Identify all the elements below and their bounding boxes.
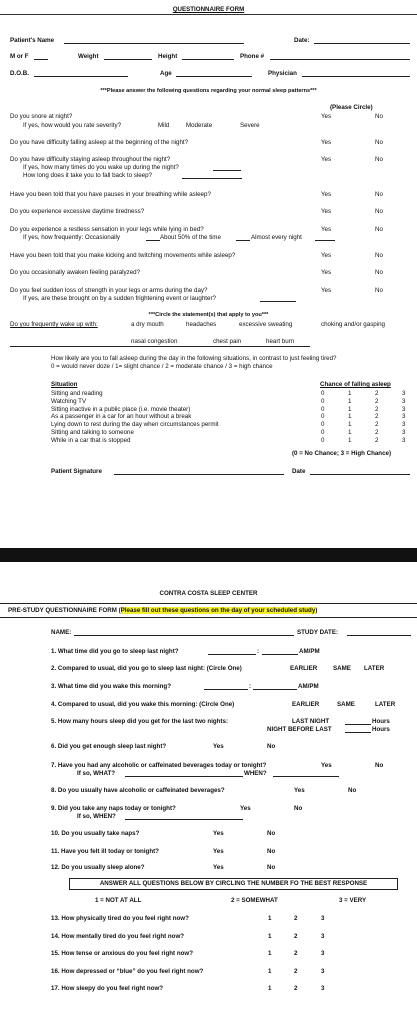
chance-option-1[interactable]: 1 [348, 390, 352, 397]
situation-label: Lying down to rest during the day when circumstances permit [51, 421, 219, 429]
q2-compared-sleep: 2. Compared to usual, did you go to sleep last night: (Circle One) [51, 665, 242, 672]
chance-option-0[interactable]: 0 [321, 421, 325, 429]
chance-option-1[interactable]: 1 [348, 436, 352, 444]
chance-option-2[interactable]: 2 [375, 429, 379, 436]
option-same[interactable]: SAME [337, 701, 355, 708]
wake-up-question: Do you frequently wake up with: [10, 321, 98, 328]
situation-label: Sitting inactive in a public place (i.e. movie theater) [51, 405, 191, 413]
question-kicking: Have you been told that you make kicking and twitching movements while asleep? [10, 252, 236, 259]
please-circle-label: (Please Circle) [330, 104, 373, 111]
no-option[interactable]: No [267, 830, 276, 837]
rating-option-3[interactable]: 3 [321, 932, 325, 940]
q5-hours-sleep: 5. How many hours sleep did you get for the last two nights: [51, 718, 229, 725]
epworth-intro: How likely are you to fall asleep during the day in the following situations, in contrast to just feeling tired? [51, 355, 337, 362]
night-before-hours-field[interactable] [345, 732, 371, 733]
chance-option-0[interactable]: 0 [321, 436, 325, 444]
no-option[interactable]: No [375, 269, 383, 276]
divider [10, 346, 310, 347]
sleep-hour-field[interactable] [208, 654, 256, 655]
option-sweating[interactable]: excessive sweating [239, 321, 293, 328]
chance-option-3[interactable]: 3 [402, 405, 406, 413]
question-breathing-pauses: Have you been told that you have pauses in your breathing while asleep? [10, 191, 211, 198]
frequency-every-night[interactable]: Almost every night [251, 234, 302, 241]
phone-field[interactable] [270, 59, 410, 60]
yes-option[interactable]: Yes [321, 252, 332, 259]
chance-option-2[interactable]: 2 [375, 436, 379, 444]
option-choking[interactable]: choking and/or gasping [321, 321, 385, 328]
situation-label: Watching TV [51, 397, 87, 405]
no-option[interactable]: No [348, 787, 357, 794]
age-label: Age [160, 70, 172, 77]
rated-question-16: 16. How depressed or “blue” do you feel right now? [51, 967, 204, 975]
rating-option-2[interactable]: 2 [294, 915, 298, 922]
time-colon: : [257, 648, 260, 655]
option-earlier[interactable]: EARLIER [292, 701, 320, 708]
chance-option-2[interactable]: 2 [375, 390, 379, 397]
question-staying-asleep: Do you have difficulty staying asleep throughout the night? [10, 156, 171, 163]
chance-option-3[interactable]: 3 [402, 429, 406, 436]
night-before-label: NIGHT BEFORE LAST [267, 726, 332, 733]
height-field[interactable] [182, 59, 234, 60]
sleep-minute-field[interactable] [262, 654, 298, 655]
yes-option[interactable]: Yes [240, 805, 251, 812]
wake-times-question: If yes, how many times do you wake up during the night? [23, 164, 179, 171]
date-label: Date: [294, 37, 310, 44]
severity-severe[interactable]: Severe [240, 122, 260, 129]
situation-label: Sitting and reading [51, 390, 103, 397]
chance-note: (0 = No Chance; 3 = High Chance) [292, 450, 392, 457]
no-option[interactable]: No [375, 139, 383, 146]
name-label: NAME: [51, 629, 72, 636]
no-option[interactable]: No [294, 805, 303, 812]
signature-field[interactable] [114, 474, 284, 475]
form-instruction-highlight: Please fill out these questions on the day of your scheduled study [120, 607, 316, 614]
no-option[interactable]: No [375, 762, 384, 769]
rating-option-1[interactable]: 1 [268, 932, 272, 940]
chance-option-1[interactable]: 1 [348, 421, 352, 429]
no-option[interactable]: No [267, 848, 276, 855]
severity-mild[interactable]: Mild [158, 122, 170, 129]
yes-option[interactable]: Yes [321, 156, 332, 163]
q11-felt-ill: 11. Have you felt ill today or tonight? [51, 848, 159, 855]
chance-option-1[interactable]: 1 [348, 429, 352, 436]
no-option[interactable]: No [375, 287, 383, 294]
study-date-field[interactable] [347, 635, 411, 636]
chance-option-3[interactable]: 3 [402, 413, 406, 421]
sleep-center-name: CONTRA COSTA SLEEP CENTER [159, 590, 258, 597]
q7-beverages-today: 7. Have you had any alcoholic or caffeinated beverages today or tonight? [51, 762, 267, 769]
nap-when-field[interactable] [125, 819, 243, 820]
strength-trigger-field[interactable] [260, 301, 296, 302]
no-option[interactable]: No [375, 191, 383, 198]
last-night-hours-field[interactable] [345, 724, 371, 725]
chance-option-1[interactable]: 1 [348, 413, 352, 421]
name-field[interactable] [74, 635, 294, 636]
weight-label: Weight [78, 53, 99, 60]
hours-label: Hours [372, 726, 390, 733]
yes-option[interactable]: Yes [321, 113, 332, 120]
chance-option-0[interactable]: 0 [321, 429, 325, 436]
yes-option[interactable]: Yes [213, 743, 224, 750]
situation-label: While in a car that is stopped [51, 436, 131, 444]
half-blank[interactable] [236, 240, 250, 241]
chance-option-2[interactable]: 2 [375, 413, 379, 421]
chance-option-2[interactable]: 2 [375, 421, 379, 429]
last-night-label: LAST NIGHT [292, 718, 330, 725]
strength-trigger-question: If yes, are these brought on by a sudden frightening event or laughter? [23, 295, 216, 302]
q9-naps-today: 9. Did you take any naps today or tonight? [51, 805, 176, 812]
every-night-blank[interactable] [315, 240, 335, 241]
scale-very: 3 = VERY [339, 897, 367, 904]
chance-option-0[interactable]: 0 [321, 413, 325, 421]
sex-label: M or F [10, 53, 29, 60]
yes-option[interactable]: Yes [321, 139, 332, 146]
severity-moderate[interactable]: Moderate [186, 122, 213, 129]
yes-option[interactable]: Yes [321, 762, 332, 769]
q8-usual-beverages: 8. Do you usually have alcoholic or caffeinated beverages? [51, 787, 225, 794]
page-title: QUESTIONNAIRE FORM [172, 6, 245, 13]
scale-not-at-all: 1 = NOT AT ALL [95, 897, 142, 904]
study-date-label: STUDY DATE: [297, 629, 339, 636]
divider [0, 603, 417, 604]
date-field[interactable] [314, 43, 410, 44]
physician-field[interactable] [302, 76, 410, 77]
wake-minute-field[interactable] [253, 689, 297, 690]
option-heart-burn[interactable]: heart burn [266, 338, 295, 345]
option-later[interactable]: LATER [375, 701, 396, 708]
instruction-box [69, 878, 398, 890]
dob-field[interactable] [34, 76, 128, 77]
option-nasal-congestion[interactable]: nasal congestion [131, 338, 178, 345]
nap-when-label: If so, WHEN? [77, 813, 116, 820]
q3-wake-time: 3. What time did you wake this morning? [51, 683, 171, 690]
height-label: Height [158, 53, 178, 60]
rating-option-3[interactable]: 3 [321, 950, 325, 957]
what-label: If so, WHAT? [77, 770, 116, 777]
restless-frequency-question: If yes, how frequently: Occasionally [23, 234, 120, 241]
rated-question-14: 14. How mentally tired do you feel right now? [51, 932, 185, 940]
situation-header: Situation [51, 381, 78, 388]
situation-label: As a passenger in a car for an hour without a break [51, 413, 192, 421]
rated-question-13: 13. How physically tired do you feel right now? [51, 915, 189, 922]
yes-option[interactable]: Yes [321, 226, 332, 233]
chance-option-1[interactable]: 1 [348, 397, 352, 405]
patients-name-label: Patient's Name [10, 37, 55, 44]
no-option[interactable]: No [375, 156, 383, 163]
occasionally-blank[interactable] [146, 240, 160, 241]
rating-option-3[interactable]: 3 [321, 967, 325, 975]
chance-option-1[interactable]: 1 [348, 405, 352, 413]
chance-option-3[interactable]: 3 [402, 390, 406, 397]
no-option[interactable]: No [267, 743, 276, 750]
chance-option-3[interactable]: 3 [402, 397, 406, 405]
fall-back-question: How long does it take you to fall back to sleep? [23, 172, 152, 179]
hours-label: Hours [372, 718, 390, 725]
what-field[interactable] [125, 776, 243, 777]
chance-option-2[interactable]: 2 [375, 397, 379, 405]
rated-question-15: 15. How tense or anxious do you feel right now? [51, 950, 193, 957]
no-option[interactable]: No [267, 864, 276, 871]
option-earlier[interactable]: EARLIER [290, 665, 318, 672]
yes-option[interactable]: Yes [213, 864, 224, 871]
no-option[interactable]: No [375, 208, 383, 215]
when-label: WHEN? [244, 770, 267, 777]
pre-study-page [0, 562, 417, 1024]
signature-date-field[interactable] [310, 474, 410, 475]
q4-compared-wake: 4. Compared to usual, did you wake this morning: (Circle One) [51, 701, 235, 708]
option-chest-pain[interactable]: chest pain [213, 338, 242, 345]
signature-date-label: Date [292, 468, 306, 475]
divider [0, 14, 417, 15]
chance-option-0[interactable]: 0 [321, 390, 325, 397]
option-same[interactable]: SAME [333, 665, 351, 672]
question-paralyzed: Do you occasionally awaken feeling paralyzed? [10, 269, 141, 276]
scale-somewhat: 2 = SOMEWHAT [231, 897, 278, 904]
instruction-text: ANSWER ALL QUESTIONS BELOW BY CIRCLING THE NUMBER FO THE BEST RESPONSE [99, 880, 368, 887]
rating-option-1[interactable]: 1 [268, 967, 272, 975]
circle-statement: ***Circle the statement(s) that apply to you*** [148, 312, 269, 318]
question-daytime-tiredness: Do you experience excessive daytime tiredness? [10, 208, 145, 215]
q12-sleep-alone: 12. Do you usually sleep alone? [51, 864, 145, 871]
q6-enough-sleep: 6. Did you get enough sleep last night? [51, 743, 167, 750]
rating-option-2[interactable]: 2 [294, 967, 298, 975]
wake-times-field[interactable] [213, 170, 241, 171]
yes-option[interactable]: Yes [321, 191, 332, 198]
patients-name-field[interactable] [64, 43, 244, 44]
rating-option-1[interactable]: 1 [268, 950, 272, 957]
divider [0, 617, 417, 618]
situation-label: Sitting and talking to someone [51, 429, 134, 436]
option-headaches[interactable]: headaches [186, 321, 217, 328]
rating-option-2[interactable]: 2 [294, 950, 298, 957]
rating-option-3[interactable]: 3 [321, 915, 325, 922]
form-title: PRE-STUDY QUESTIONNAIRE FORM (Please fill out these questions on the day of your scheduled study) [8, 607, 318, 614]
option-dry-mouth[interactable]: a dry mouth [131, 321, 164, 328]
yes-option[interactable]: Yes [213, 848, 224, 855]
phone-label: Phone # [240, 53, 265, 60]
page-separator [0, 548, 417, 562]
instruction: ***Please answer the following questions regarding your normal sleep patterns*** [100, 88, 317, 94]
yes-option[interactable]: Yes [321, 208, 332, 215]
physician-label: Physician [268, 70, 297, 77]
chance-option-3[interactable]: 3 [402, 436, 406, 444]
ampm-label: AM/PM [298, 683, 319, 690]
question-restless-legs: Do you experience a restless sensation in your legs while lying in bed? [10, 226, 204, 233]
question-falling-asleep: Do you have difficulty falling asleep at the beginning of the night? [10, 139, 189, 146]
yes-option[interactable]: Yes [213, 830, 224, 837]
dob-label: D.O.B. [10, 70, 29, 77]
rating-option-1[interactable]: 1 [268, 985, 272, 992]
when-field[interactable] [273, 776, 339, 777]
rating-option-2[interactable]: 2 [294, 985, 298, 992]
wake-hour-field[interactable] [204, 689, 248, 690]
q10-usual-naps: 10. Do you usually take naps? [51, 830, 140, 837]
rating-option-3[interactable]: 3 [321, 985, 325, 992]
question-snore: Do you snore at night? [10, 113, 73, 120]
no-option[interactable]: No [375, 252, 383, 259]
chance-option-0[interactable]: 0 [321, 405, 325, 413]
yes-option[interactable]: Yes [294, 787, 305, 794]
chance-option-3[interactable]: 3 [402, 421, 406, 429]
time-colon: : [249, 683, 252, 690]
age-field[interactable] [176, 76, 252, 77]
no-option[interactable]: No [375, 226, 383, 233]
yes-option[interactable]: Yes [321, 269, 332, 276]
rating-option-1[interactable]: 1 [268, 915, 272, 922]
sex-field[interactable] [34, 59, 48, 60]
frequency-half[interactable]: About 50% of the time [160, 234, 221, 241]
snore-severity-question: If yes, how would you rate severity? [23, 122, 122, 129]
ampm-label: AM/PM [299, 648, 320, 655]
rating-option-2[interactable]: 2 [294, 932, 298, 940]
chance-header: Chance of falling asleep [320, 381, 391, 388]
weight-field[interactable] [104, 59, 152, 60]
fall-back-field[interactable] [182, 178, 242, 179]
option-later[interactable]: LATER [364, 665, 385, 672]
signature-label: Patient Signature [51, 468, 102, 475]
question-strength-loss: Do you feel sudden loss of strength in your legs or arms during the day? [10, 287, 208, 294]
yes-option[interactable]: Yes [321, 287, 332, 294]
rated-question-17: 17. How sleepy do you feel right now? [51, 985, 164, 992]
chance-option-2[interactable]: 2 [375, 405, 379, 413]
no-option[interactable]: No [375, 113, 383, 120]
q1-sleep-time: 1. What time did you go to sleep last night? [51, 648, 179, 655]
epworth-scale: 0 = would never doze / 1= slight chance / 2 = moderate chance / 3 = high chance [51, 363, 273, 370]
chance-option-0[interactable]: 0 [321, 397, 325, 405]
